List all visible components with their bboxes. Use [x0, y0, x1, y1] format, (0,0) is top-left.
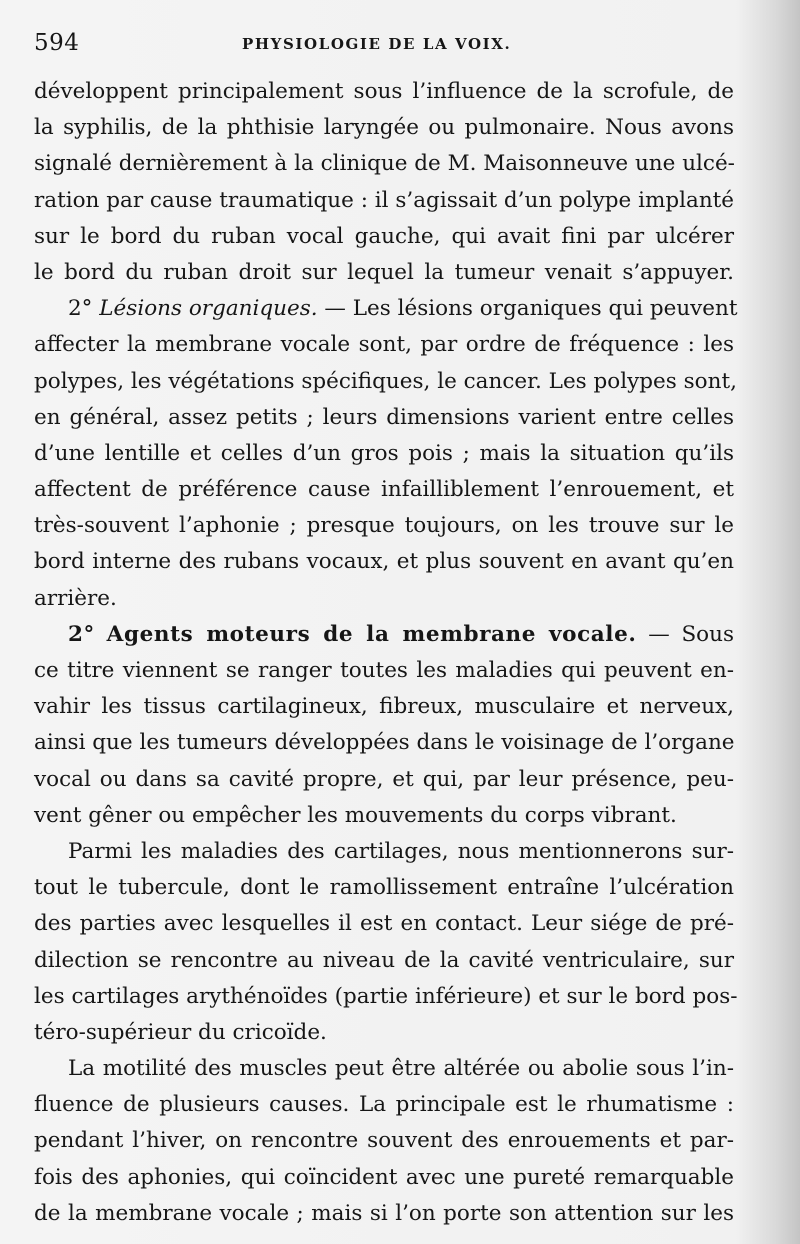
text-line: les cartilages arythénoïdes (partie inférieure) et sur le bord pos-: [34, 983, 738, 1009]
text-line: développent principalement sous l’influence de la scrofule, de: [34, 79, 734, 104]
section-title: Agents moteurs de la membrane vocale.: [106, 621, 637, 647]
page-header: [34, 30, 740, 60]
section-first-line: [34, 617, 734, 653]
text-line: très-souvent l’aphonie ; presque toujours, on les trouve sur le: [34, 513, 734, 539]
running-title: PHYSIOLOGIE DE LA VOIX.: [242, 35, 512, 53]
paragraph-agents-moteurs: [34, 617, 734, 834]
section-first-line: [34, 291, 738, 327]
text-line: affectent de préférence cause infailliblement l’enrouement, et: [34, 477, 734, 503]
text-line: polypes, les végétations spécifiques, le cancer. Les polypes sont,: [34, 368, 737, 394]
text-line: vocal ou dans sa cavité propre, et qui, par leur présence, peu-: [34, 766, 734, 792]
text-line: vahir les tissus cartilagineux, fibreux, musculaire et nerveux,: [34, 694, 734, 720]
text-line: ce titre viennent se ranger toutes les maladies qui peuvent en-: [34, 658, 734, 683]
paragraph-cartilages: [34, 834, 738, 1051]
text-line-last: vent gêner ou empêcher les mouvements du corps vibrant.: [34, 802, 677, 828]
text-line: bord interne des rubans vocaux, et plus souvent en avant qu’en: [34, 549, 734, 575]
text-line: pendant l’hiver, on rencontre souvent des enrouements et par-: [34, 1128, 734, 1154]
text-line-last: arrière.: [34, 585, 117, 611]
text-line: le bord du ruban droit sur lequel la tumeur venait s’appuyer.: [34, 259, 734, 285]
text-line: tout le tubercule, dont le ramollissement entraîne l’ulcération: [34, 875, 734, 901]
text-line: Parmi les maladies des cartilages, nous mentionnerons sur-: [68, 838, 734, 864]
section-lead-text: — Sous: [636, 621, 734, 647]
text-line: signalé dernièrement à la clinique de M. Maisonneuve une ulcé-: [34, 151, 735, 177]
section-lead-text: — Les lésions organiques qui peuvent: [317, 296, 738, 322]
text-line: ainsi que les tumeurs développées dans le voisinage de l’organe: [34, 730, 735, 756]
text-line: en général, assez petits ; leurs dimensions varient entre celles: [34, 404, 734, 430]
section-title: Lésions organiques.: [99, 296, 318, 322]
text-line: La motilité des muscles peut être altérée ou abolie sous l’in-: [68, 1056, 734, 1082]
text-line-last: téro-supérieur du cricoïde.: [34, 1019, 327, 1045]
text-line: affecter la membrane vocale sont, par ordre de fréquence : les: [34, 332, 734, 358]
paragraph-lesions-organiques: [34, 291, 738, 617]
paragraph-continuation: [34, 74, 734, 291]
page-body: [34, 74, 738, 1232]
text-line: sur le bord du ruban vocal gauche, qui avait fini par ulcérer: [34, 223, 734, 249]
text-line: ration par cause traumatique : il s’agissait d’un polype implanté: [34, 187, 735, 213]
text-line: la syphilis, de la phthisie laryngée ou pulmonaire. Nous avons: [34, 115, 734, 141]
text-line: fois des aphonies, qui coïncident avec une pureté remarquable: [34, 1164, 734, 1190]
section-number: 2°: [68, 621, 95, 647]
text-line: dilection se rencontre au niveau de la cavité ventriculaire, sur: [34, 947, 734, 973]
text-line: des parties avec lesquelles il est en contact. Leur siége de pré-: [34, 911, 734, 937]
section-number: 2°: [68, 296, 93, 322]
paragraph-motilite: [34, 1051, 734, 1232]
text-line: d’une lentille et celles d’un gros pois ; mais la situation qu’ils: [34, 440, 734, 466]
text-line: de la membrane vocale ; mais si l’on porte son attention sur les: [34, 1200, 734, 1226]
page-number: 594: [34, 30, 80, 56]
text-line: fluence de plusieurs causes. La principale est le rhumatisme :: [34, 1092, 734, 1118]
